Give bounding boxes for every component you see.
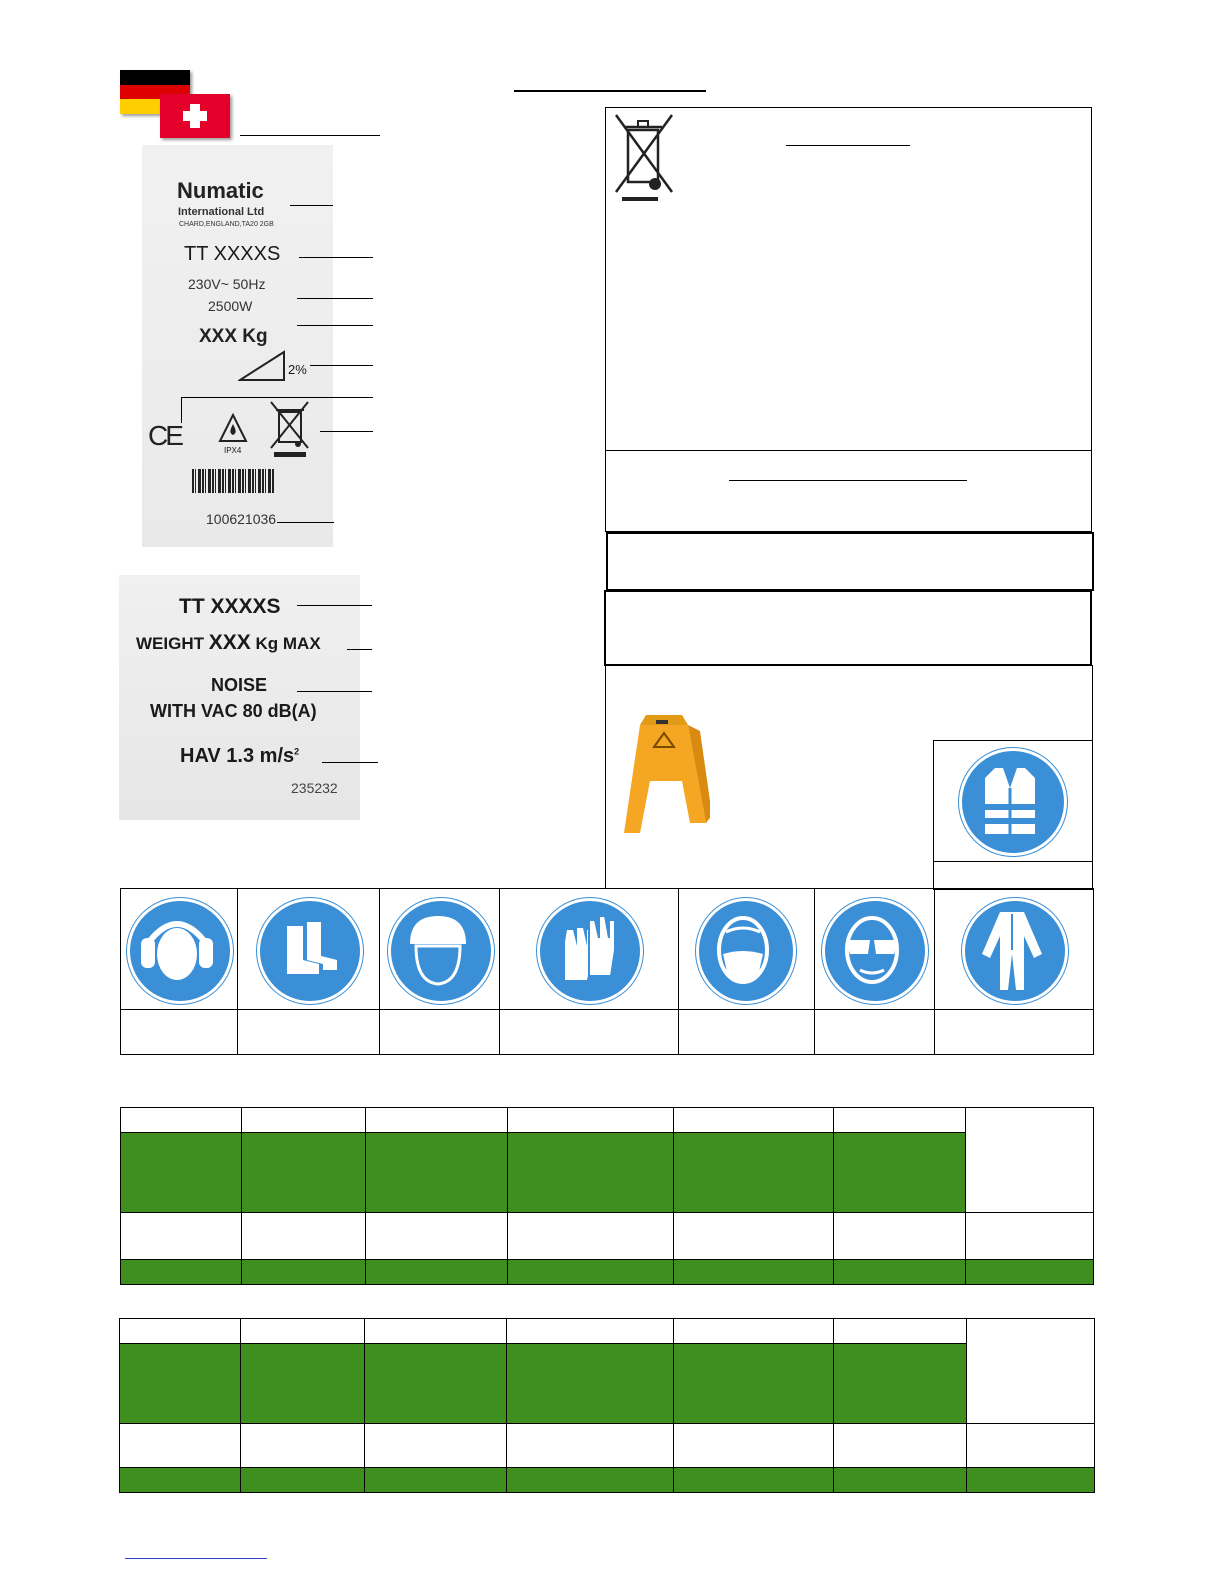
ppe-caption-cell xyxy=(814,1009,935,1055)
ppe-cell xyxy=(814,888,935,1010)
table-row xyxy=(121,1133,1094,1213)
safety-glasses-icon xyxy=(822,898,928,1004)
info-heading-underline xyxy=(729,480,967,481)
ppe-cell xyxy=(934,888,1094,1010)
callout-line xyxy=(297,691,372,692)
info-box-3 xyxy=(606,532,1094,591)
ppe-cell xyxy=(379,888,500,1010)
noise-value: WITH VAC 80 dB(A) xyxy=(150,701,317,721)
weight-suffix: Kg MAX xyxy=(255,634,321,653)
page-title-underline xyxy=(514,90,706,92)
wet-floor-sign-icon xyxy=(618,711,710,839)
noise-label: NOISE xyxy=(211,675,268,695)
hav-exponent: 2 xyxy=(294,746,300,757)
callout-line xyxy=(290,205,333,206)
table-row xyxy=(121,1108,1094,1133)
serial-number: 100621036 xyxy=(206,511,277,527)
footer-link-underline[interactable] xyxy=(125,1558,267,1559)
hav-value: HAV 1.3 m/s xyxy=(180,745,295,767)
safety-boots-icon xyxy=(257,898,363,1004)
section-heading-underline xyxy=(240,135,380,136)
hard-hat-icon xyxy=(388,898,494,1004)
hi-vis-caption-cell xyxy=(933,861,1093,890)
disposal-info-box xyxy=(605,107,1092,451)
voltage-rating: 230V~ 50Hz xyxy=(188,276,266,292)
callout-line xyxy=(310,365,373,366)
callout-line xyxy=(299,257,373,258)
table-row xyxy=(120,1344,1095,1424)
callout-line xyxy=(182,397,373,398)
callout-line xyxy=(347,649,372,650)
switzerland-flag xyxy=(160,94,230,138)
safety-gloves-icon xyxy=(537,898,643,1004)
weee-bin-icon xyxy=(268,400,314,460)
ppe-caption-cell xyxy=(379,1009,500,1055)
weight-line xyxy=(136,631,321,655)
spec-table-2 xyxy=(119,1318,1095,1493)
spec-table-1 xyxy=(120,1107,1094,1285)
gradient-value: 2% xyxy=(288,362,307,377)
table-row xyxy=(120,1424,1095,1468)
overalls-icon xyxy=(962,898,1068,1004)
info-box-2 xyxy=(605,450,1092,532)
barcode xyxy=(192,469,274,493)
model-number: TT XXXXS xyxy=(184,243,281,265)
ppe-caption-cell xyxy=(934,1009,1094,1055)
ppe-caption-cell xyxy=(237,1009,380,1055)
ppe-caption-cell xyxy=(678,1009,815,1055)
ear-protection-icon xyxy=(127,898,233,1004)
label-code: 235232 xyxy=(291,780,338,796)
power-rating: 2500W xyxy=(208,298,253,314)
hi-vis-cell xyxy=(933,740,1093,862)
table-row xyxy=(120,1468,1095,1493)
company-name: International Ltd xyxy=(178,206,265,218)
weight-prefix: WEIGHT xyxy=(136,634,204,653)
hav-line xyxy=(180,745,299,768)
data-label xyxy=(119,575,360,820)
brand-name: Numatic xyxy=(177,178,264,203)
gradient-icon xyxy=(238,350,288,382)
ppe-caption-cell xyxy=(120,1009,238,1055)
callout-line xyxy=(322,762,378,763)
hi-vis-vest-icon xyxy=(959,748,1067,856)
ppe-cell xyxy=(678,888,815,1010)
ppe-caption-cell xyxy=(499,1009,679,1055)
ppe-cell xyxy=(120,888,238,1010)
disposal-heading-underline xyxy=(786,145,910,146)
table-row xyxy=(121,1260,1094,1285)
callout-line xyxy=(320,431,373,432)
callout-line xyxy=(297,605,372,606)
ipx-rating: IPX4 xyxy=(224,446,242,455)
table-row xyxy=(121,1213,1094,1260)
model-number: TT XXXXS xyxy=(179,595,281,618)
crossed-wheelie-bin-icon xyxy=(612,112,676,204)
ce-mark-icon: CE xyxy=(148,420,181,451)
table-row xyxy=(120,1319,1095,1344)
callout-line xyxy=(297,298,373,299)
water-drop-warning-icon xyxy=(218,413,248,443)
weight-rating: XXX Kg xyxy=(199,326,268,347)
callout-line xyxy=(277,522,334,523)
safety-box xyxy=(605,665,1093,889)
info-box-4 xyxy=(604,590,1092,666)
ppe-cell xyxy=(237,888,380,1010)
ppe-cell xyxy=(499,888,679,1010)
callout-line xyxy=(297,325,373,326)
callout-line xyxy=(181,397,182,423)
company-address: CHARD,ENGLAND,TA20 2GB xyxy=(179,221,274,228)
dust-mask-icon xyxy=(696,898,796,1004)
weight-value: XXX xyxy=(208,631,251,654)
